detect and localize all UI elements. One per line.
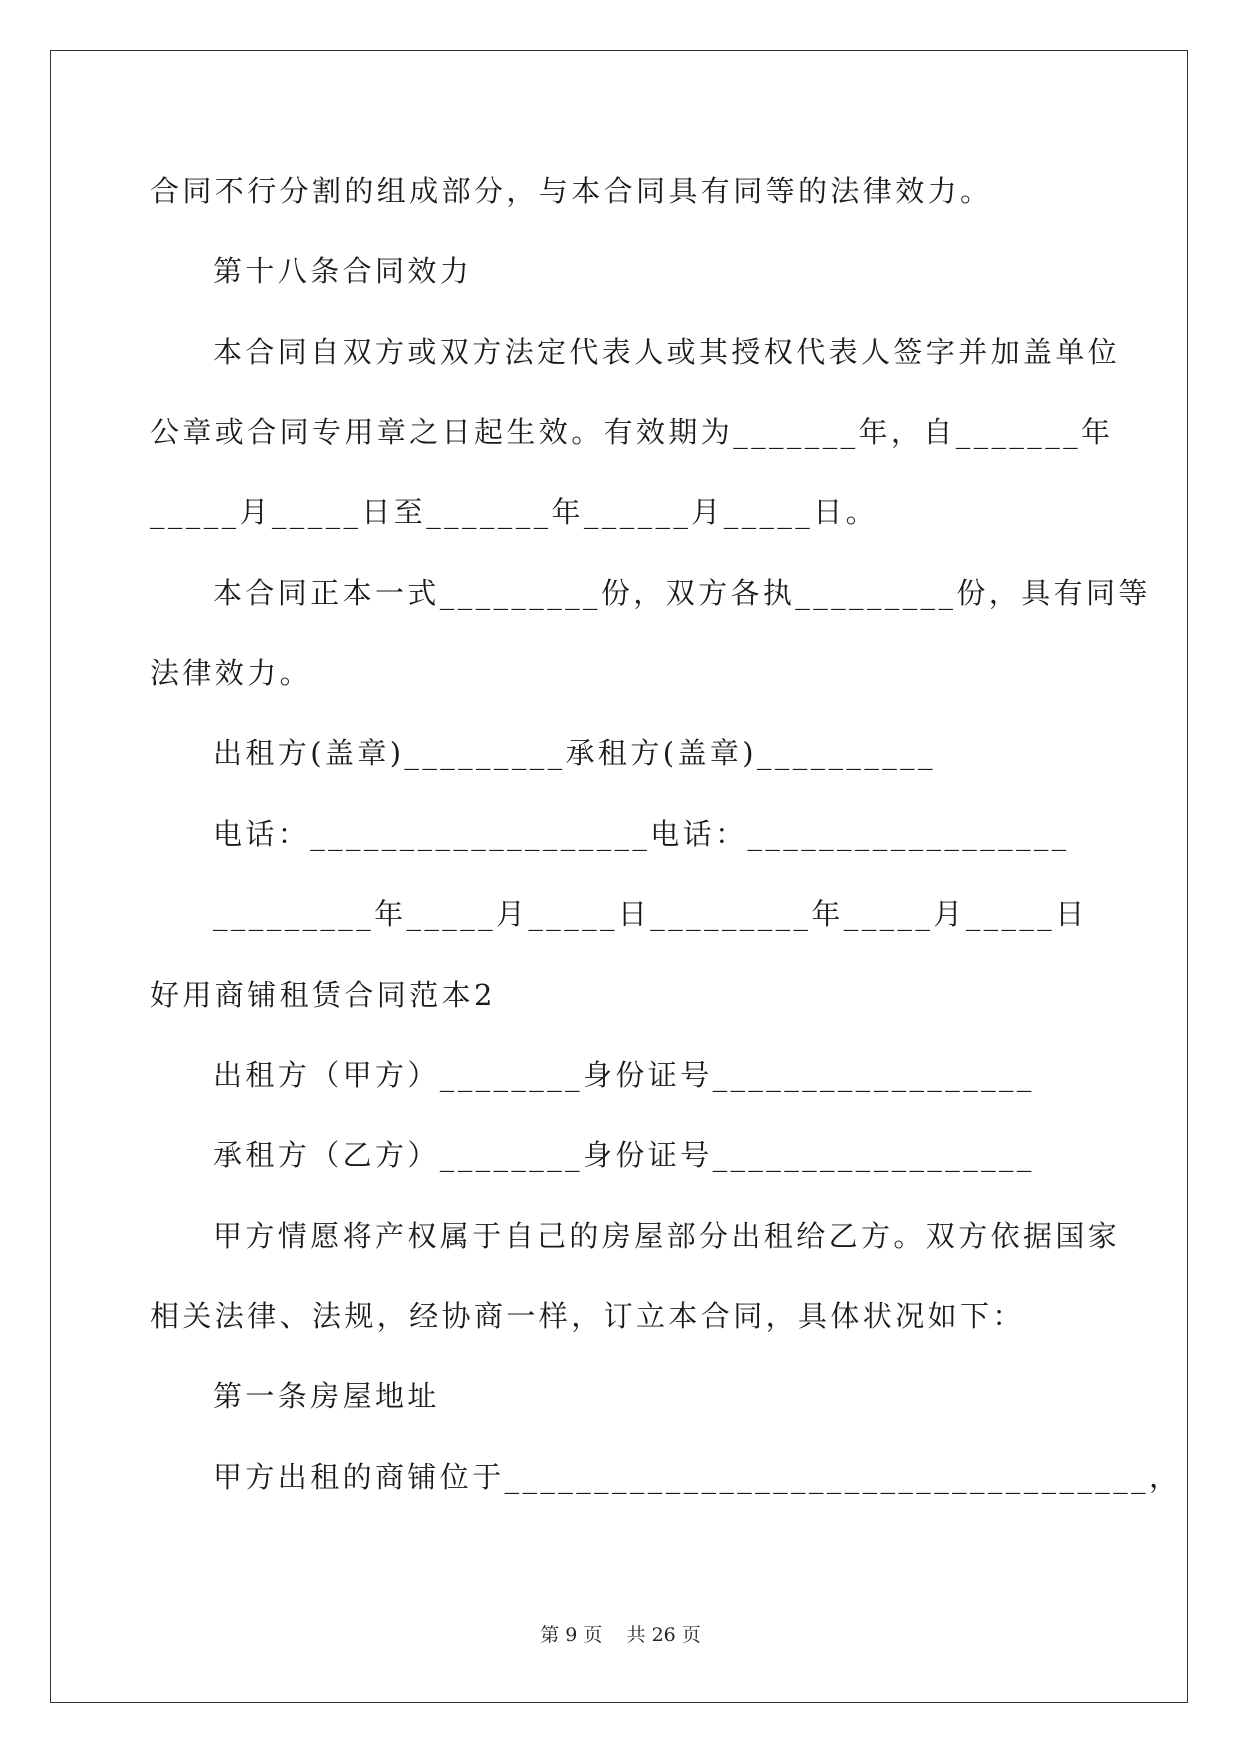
article-heading: 第十八条合同效力 xyxy=(213,254,473,288)
paragraph-line: 本合同自双方或双方法定代表人或其授权代表人签字并加盖单位 xyxy=(213,335,1121,369)
page-border xyxy=(50,50,1188,1703)
article-heading: 第一条房屋地址 xyxy=(213,1379,440,1413)
paragraph-line: 甲方出租的商铺位于____________________________________， xyxy=(213,1460,1182,1494)
paragraph-line: _____月_____日至_______年______月_____日。 xyxy=(150,495,879,529)
paragraph-line: 合同不行分割的组成部分，与本合同具有同等的法律效力。 xyxy=(150,174,993,208)
phone-line: 电话：___________________电话：__________________ xyxy=(213,817,1070,851)
lessee-line: 承租方（乙方）________身份证号__________________ xyxy=(213,1138,1035,1172)
lessor-line: 出租方（甲方）________身份证号__________________ xyxy=(213,1058,1035,1092)
paragraph-line: 本合同正本一式_________份，双方各执_________份，具有同等 xyxy=(213,576,1151,610)
paragraph-line: 法律效力。 xyxy=(150,656,313,690)
date-line: _________年_____月_____日_________年_____月_____日 xyxy=(213,897,1088,931)
paragraph-line: 相关法律、法规，经协商一样，订立本合同，具体状况如下： xyxy=(150,1299,1025,1333)
signature-line: 出租方(盖章)_________承租方(盖章)__________ xyxy=(213,736,936,770)
page-number-footer: 第 9 页 共 26 页 xyxy=(540,1624,701,1646)
section-title: 好用商铺租赁合同范本2 xyxy=(150,978,496,1012)
paragraph-line: 公章或合同专用章之日起生效。有效期为_______年，自_______年 xyxy=(150,415,1114,449)
paragraph-line: 甲方情愿将产权属于自己的房屋部分出租给乙方。双方依据国家 xyxy=(213,1219,1121,1253)
